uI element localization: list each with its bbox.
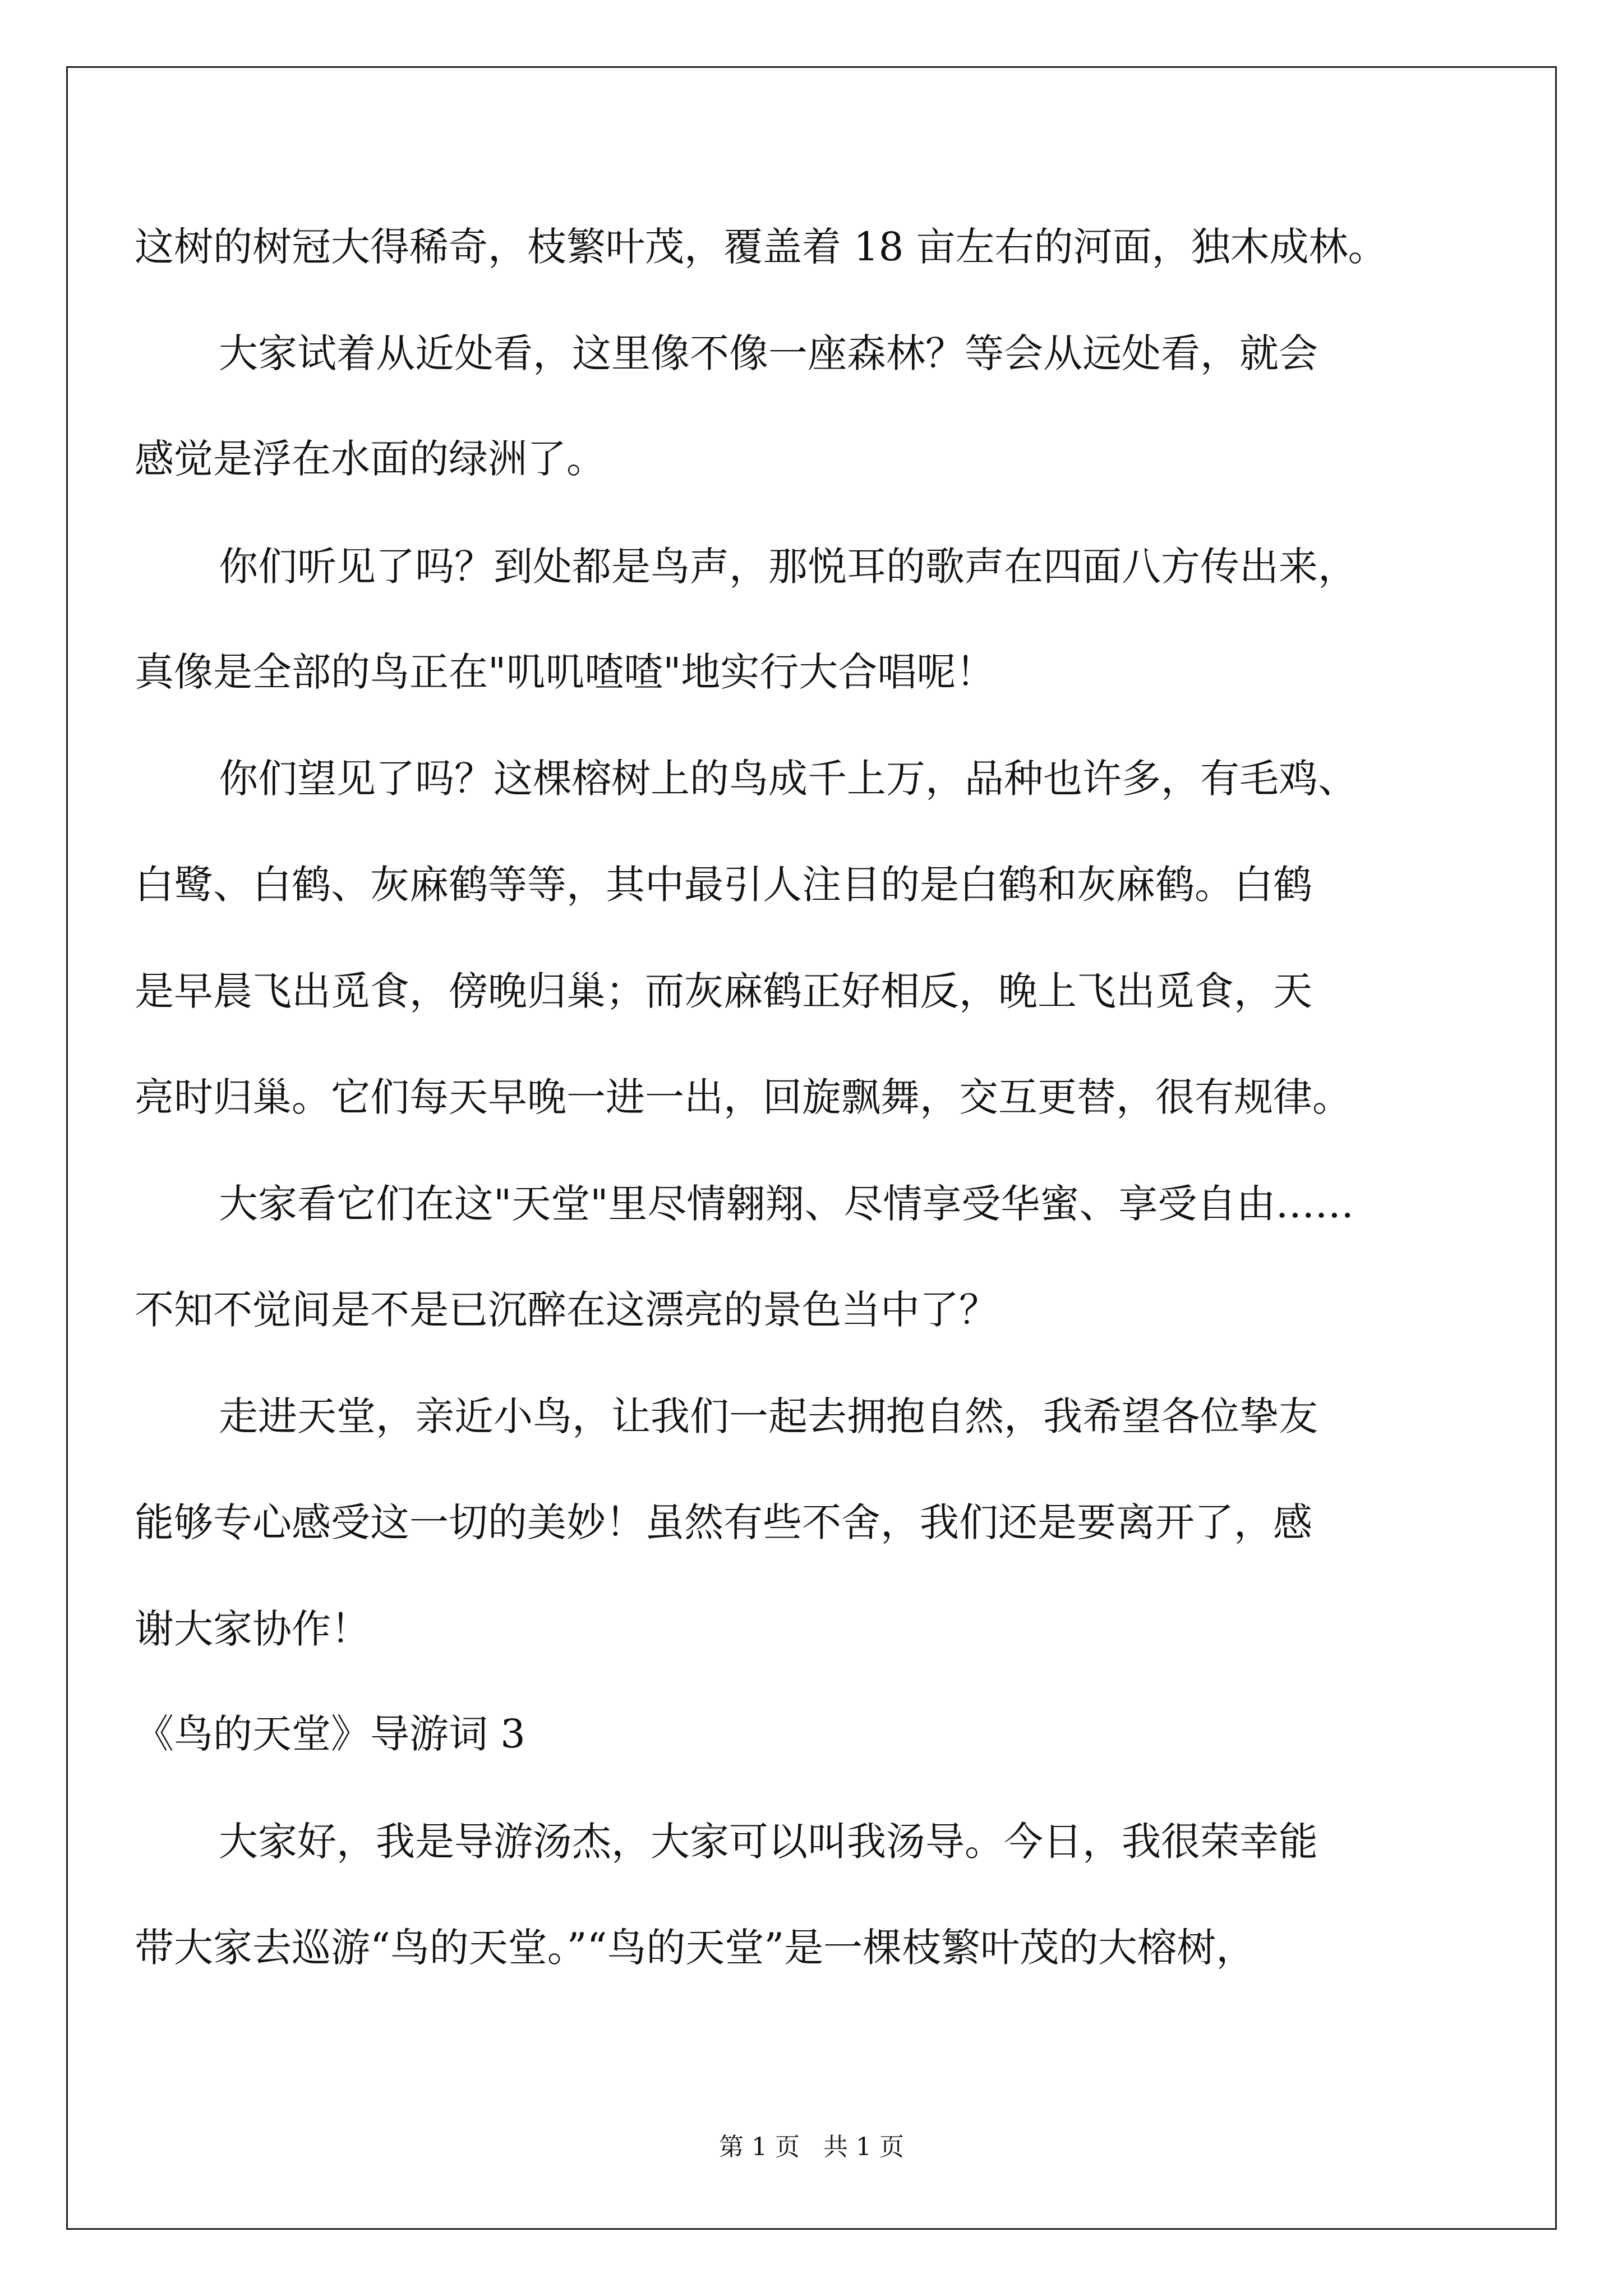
paragraph-line: 谢大家协作！	[135, 1606, 370, 1652]
paragraph-line: 能够专心感受这一切的美妙！虽然有些不舍，我们还是要离开了，感	[135, 1499, 1312, 1545]
page-frame	[66, 66, 1557, 2230]
paragraph-line: 亮时归巢。它们每天早晚一进一出，回旋飘舞，交互更替，很有规律。	[135, 1074, 1352, 1120]
paragraph-line: 感觉是浮在水面的绿洲了。	[135, 436, 606, 482]
paragraph-line: 走进天堂，亲近小鸟，让我们一起去拥抱自然，我希望各位挚友	[219, 1393, 1318, 1439]
section-heading: 《鸟的天堂》导游词 3	[135, 1711, 525, 1757]
paragraph-line: 带大家去巡游“鸟的天堂。”“鸟的天堂”是一棵枝繁叶茂的大榕树，	[135, 1925, 1256, 1971]
paragraph-line: 这树的树冠大得稀奇，枝繁叶茂，覆盖着 18 亩左右的河面，独木成林。	[135, 224, 1387, 270]
paragraph-line: 你们听见了吗？到处都是鸟声，那悦耳的歌声在四面八方传出来，	[219, 544, 1357, 590]
paragraph-line: 大家试着从近处看，这里像不像一座森林？等会从远处看，就会	[219, 330, 1318, 376]
paragraph-line: 大家看它们在这"天堂"里尽情翱翔、尽情享受华蜜、享受自由……	[219, 1181, 1354, 1227]
paragraph-line: 不知不觉间是不是已沉醉在这漂亮的景色当中了？	[135, 1287, 998, 1333]
paragraph-line: 大家好，我是导游汤杰，大家可以叫我汤导。今日，我很荣幸能	[219, 1819, 1318, 1865]
page-footer: 第 1 页 共 1 页	[719, 2133, 904, 2161]
paragraph-line: 白鹭、白鹤、灰麻鹤等等，其中最引人注目的是白鹤和灰麻鹤。白鹤	[135, 862, 1312, 908]
paragraph-line: 真像是全部的鸟正在"叽叽喳喳"地实行大合唱呢！	[135, 649, 995, 695]
paragraph-line: 你们望见了吗？这棵榕树上的鸟成千上万，品种也许多，有毛鸡、	[219, 756, 1357, 802]
paragraph-line: 是早晨飞出觅食，傍晚归巢；而灰麻鹤正好相反，晚上飞出觅食，天	[135, 968, 1312, 1014]
